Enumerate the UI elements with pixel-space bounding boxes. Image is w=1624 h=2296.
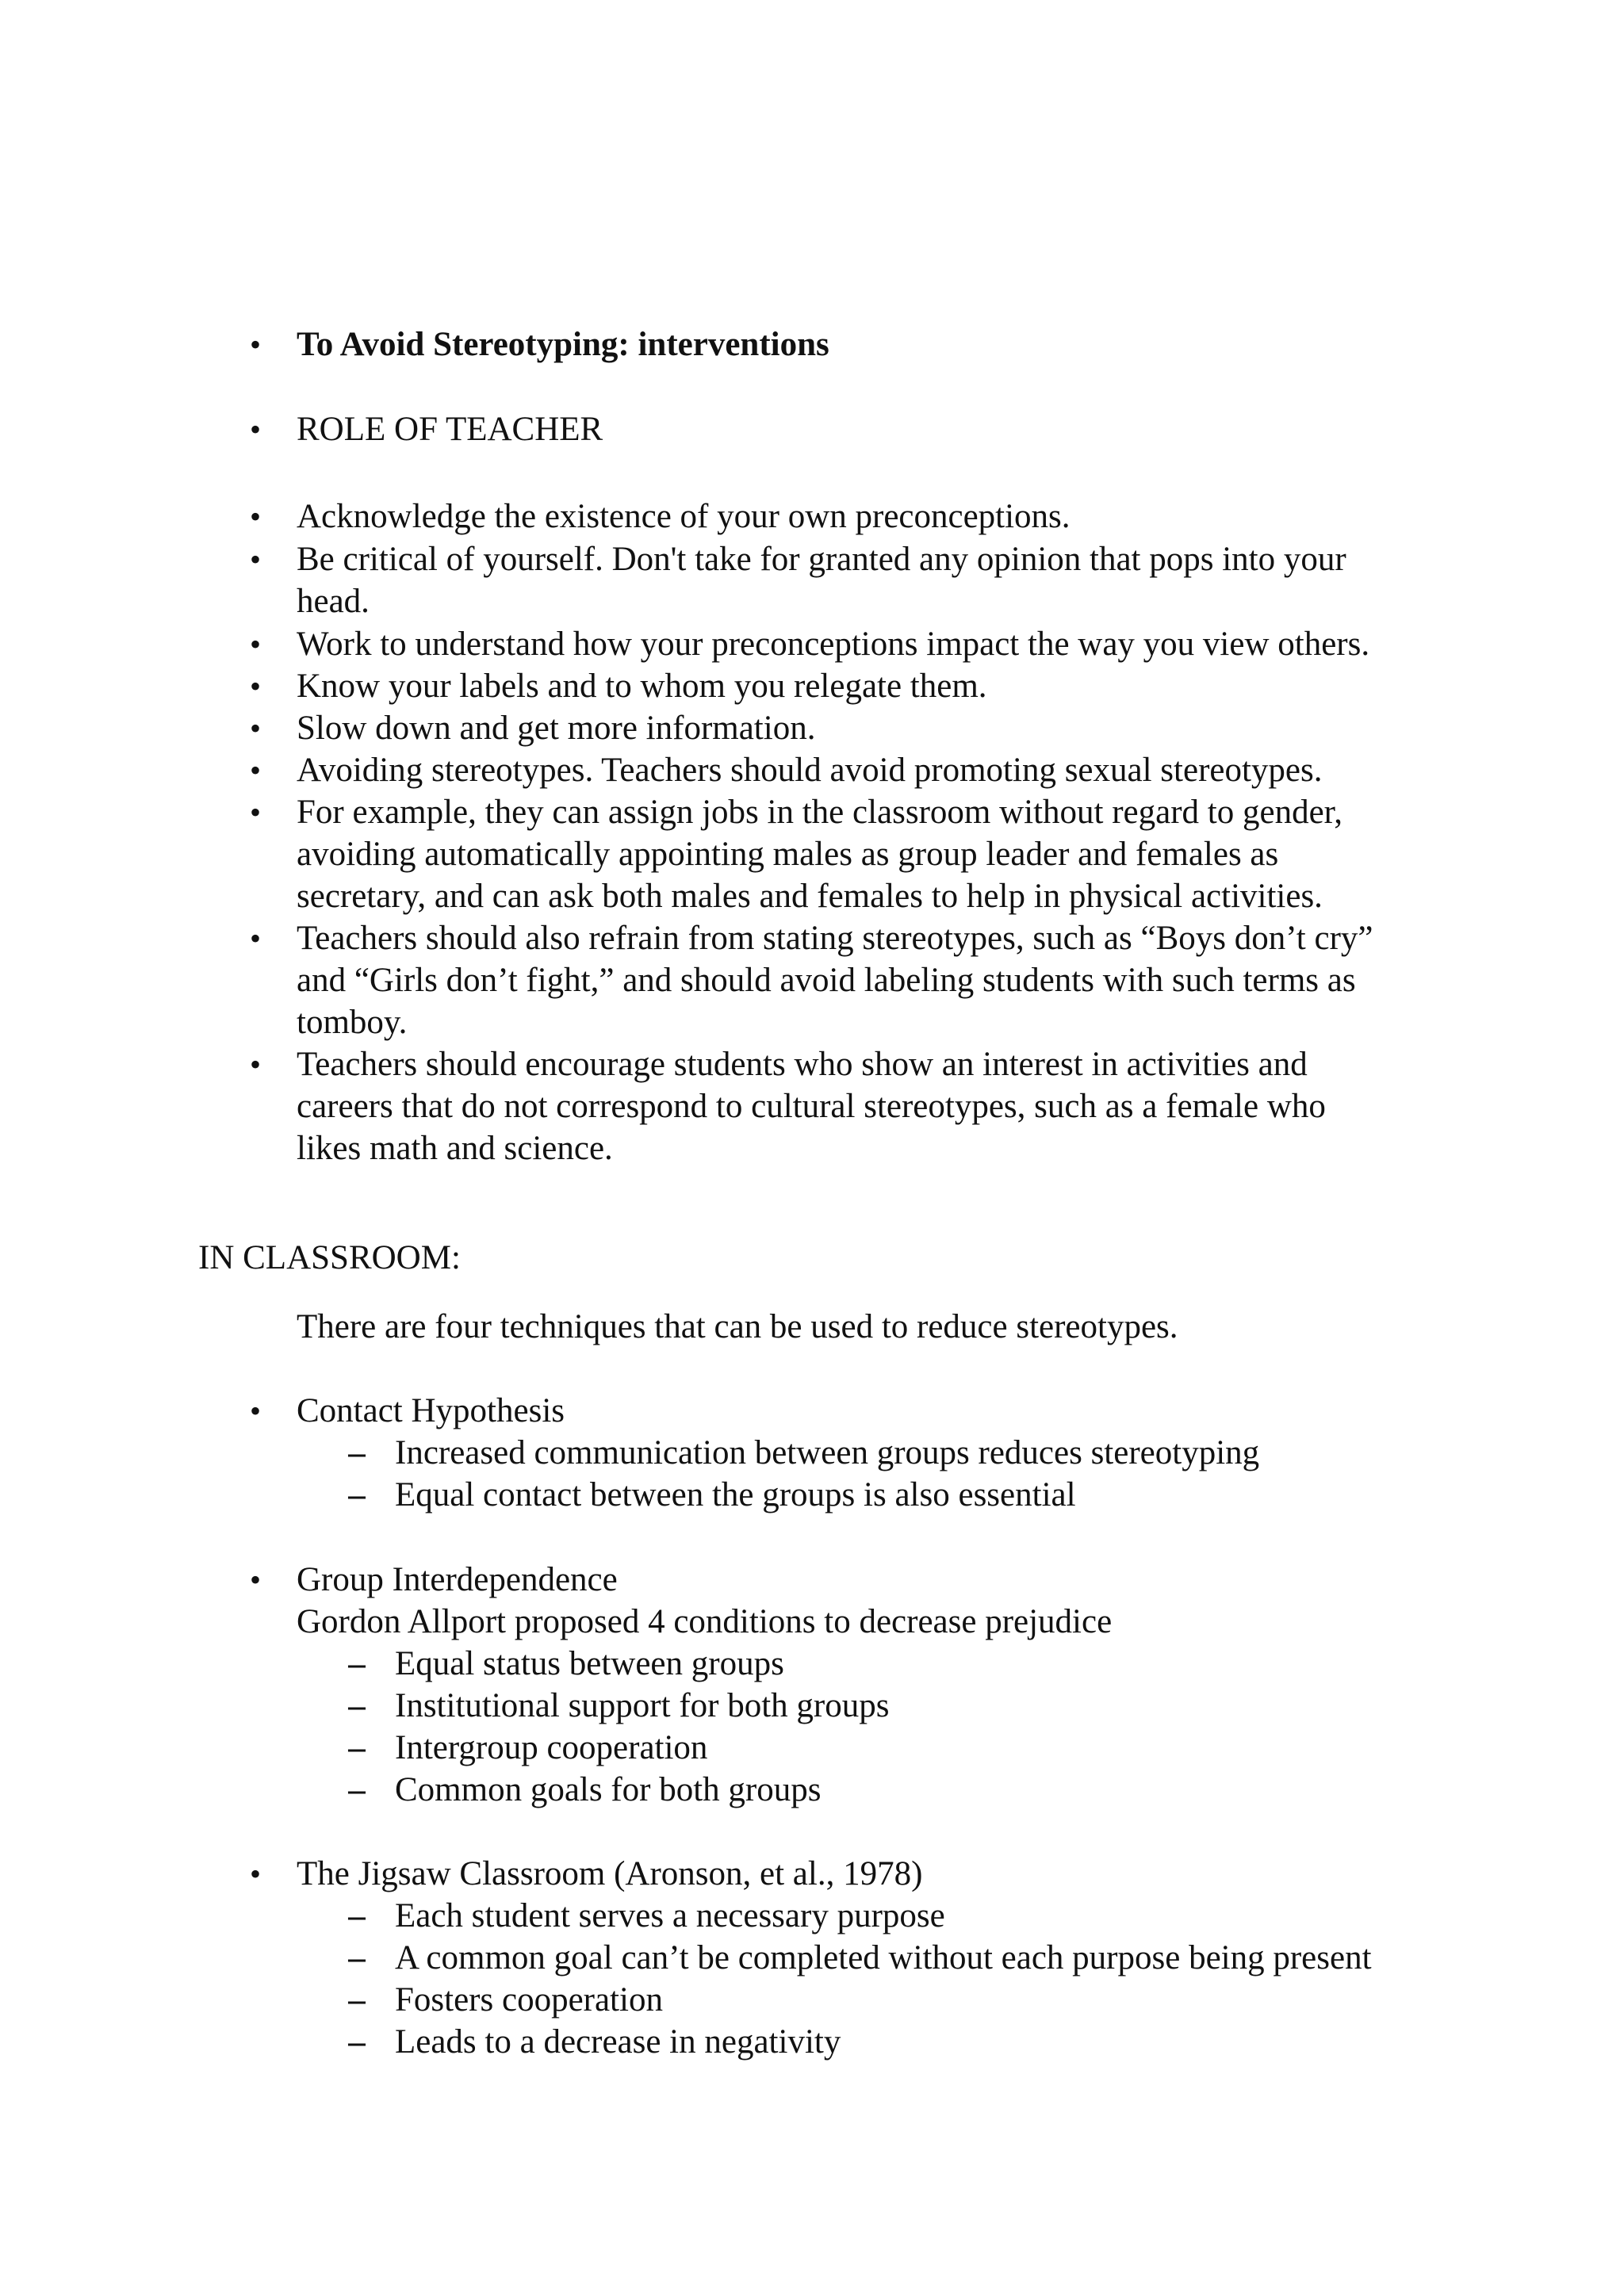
dash-icon: – <box>348 1981 366 2019</box>
dash-icon: – <box>348 1687 366 1724</box>
list-item-continuation: secretary, and can ask both males and females to help in physical activities. <box>297 878 1323 915</box>
dash-icon: – <box>348 1897 366 1934</box>
dash-icon: – <box>348 1434 366 1471</box>
list-item: Know your labels and to whom you relegate them. <box>297 668 987 705</box>
dash-icon: – <box>348 1939 366 1976</box>
bullet-icon: • <box>249 626 261 662</box>
dash-icon: – <box>348 1729 366 1766</box>
technique-title-jigsaw: The Jigsaw Classroom (Aronson, et al., 1978) <box>297 1855 923 1892</box>
sub-item: Institutional support for both groups <box>395 1687 890 1724</box>
bullet-icon: • <box>249 541 261 577</box>
dash-icon: – <box>348 2023 366 2061</box>
sub-item: Intergroup cooperation <box>395 1729 708 1766</box>
list-item-continuation: avoiding automatically appointing males as group leader and females as <box>297 836 1279 873</box>
bullet-icon: • <box>249 920 261 956</box>
list-item: Work to understand how your preconceptions impact the way you view others. <box>297 626 1370 663</box>
bullet-icon: • <box>249 1856 261 1892</box>
bullet-icon: • <box>249 1393 261 1429</box>
sub-item: Fosters cooperation <box>395 1981 663 2019</box>
bullet-icon: • <box>249 1047 261 1082</box>
bullet-icon: • <box>249 752 261 788</box>
list-item: For example, they can assign jobs in the classroom without regard to gender, <box>297 794 1343 831</box>
sub-item: Common goals for both groups <box>395 1771 822 1808</box>
sub-item: A common goal can’t be completed without each purpose being present <box>395 1939 1372 1976</box>
list-item: Be critical of yourself. Don't take for granted any opinion that pops into your <box>297 541 1346 578</box>
list-item: Teachers should encourage students who show an interest in activities and <box>297 1046 1308 1083</box>
list-item-continuation: and “Girls don’t fight,” and should avoid labeling students with such terms as <box>297 962 1356 999</box>
list-item: Avoiding stereotypes. Teachers should avoid promoting sexual stereotypes. <box>297 752 1323 789</box>
list-item-continuation: likes math and science. <box>297 1130 613 1167</box>
list-item-continuation: tomboy. <box>297 1004 408 1041</box>
sub-item: Increased communication between groups reduces stereotyping <box>395 1434 1260 1471</box>
list-item-continuation: careers that do not correspond to cultural stereotypes, such as a female who <box>297 1088 1326 1125</box>
technique-title-group: Group Interdependence <box>297 1561 618 1598</box>
list-item: Slow down and get more information. <box>297 710 816 747</box>
dash-icon: – <box>348 1476 366 1513</box>
bullet-icon: • <box>249 710 261 746</box>
sub-item: Equal contact between the groups is also essential <box>395 1476 1076 1513</box>
bullet-icon: • <box>249 327 261 362</box>
technique-title-contact: Contact Hypothesis <box>297 1392 565 1429</box>
bullet-icon: • <box>249 1562 261 1598</box>
sub-item: Equal status between groups <box>395 1645 784 1682</box>
classroom-heading: IN CLASSROOM: <box>198 1239 461 1276</box>
technique-description: Gordon Allport proposed 4 conditions to decrease prejudice <box>297 1603 1113 1640</box>
dash-icon: – <box>348 1771 366 1808</box>
bullet-icon: • <box>249 794 261 830</box>
dash-icon: – <box>348 1645 366 1682</box>
bullet-icon: • <box>249 499 261 534</box>
bullet-icon: • <box>249 668 261 704</box>
list-item: Teachers should also refrain from stating stereotypes, such as “Boys don’t cry” <box>297 920 1373 957</box>
list-item-continuation: head. <box>297 583 370 620</box>
section-title: To Avoid Stereotyping: interventions <box>297 326 829 363</box>
role-heading: ROLE OF TEACHER <box>297 411 603 448</box>
list-item: Acknowledge the existence of your own preconceptions. <box>297 498 1071 535</box>
bullet-icon: • <box>249 411 261 447</box>
sub-item: Each student serves a necessary purpose <box>395 1897 945 1934</box>
classroom-intro: There are four techniques that can be used to reduce stereotypes. <box>297 1308 1178 1345</box>
sub-item: Leads to a decrease in negativity <box>395 2023 841 2061</box>
